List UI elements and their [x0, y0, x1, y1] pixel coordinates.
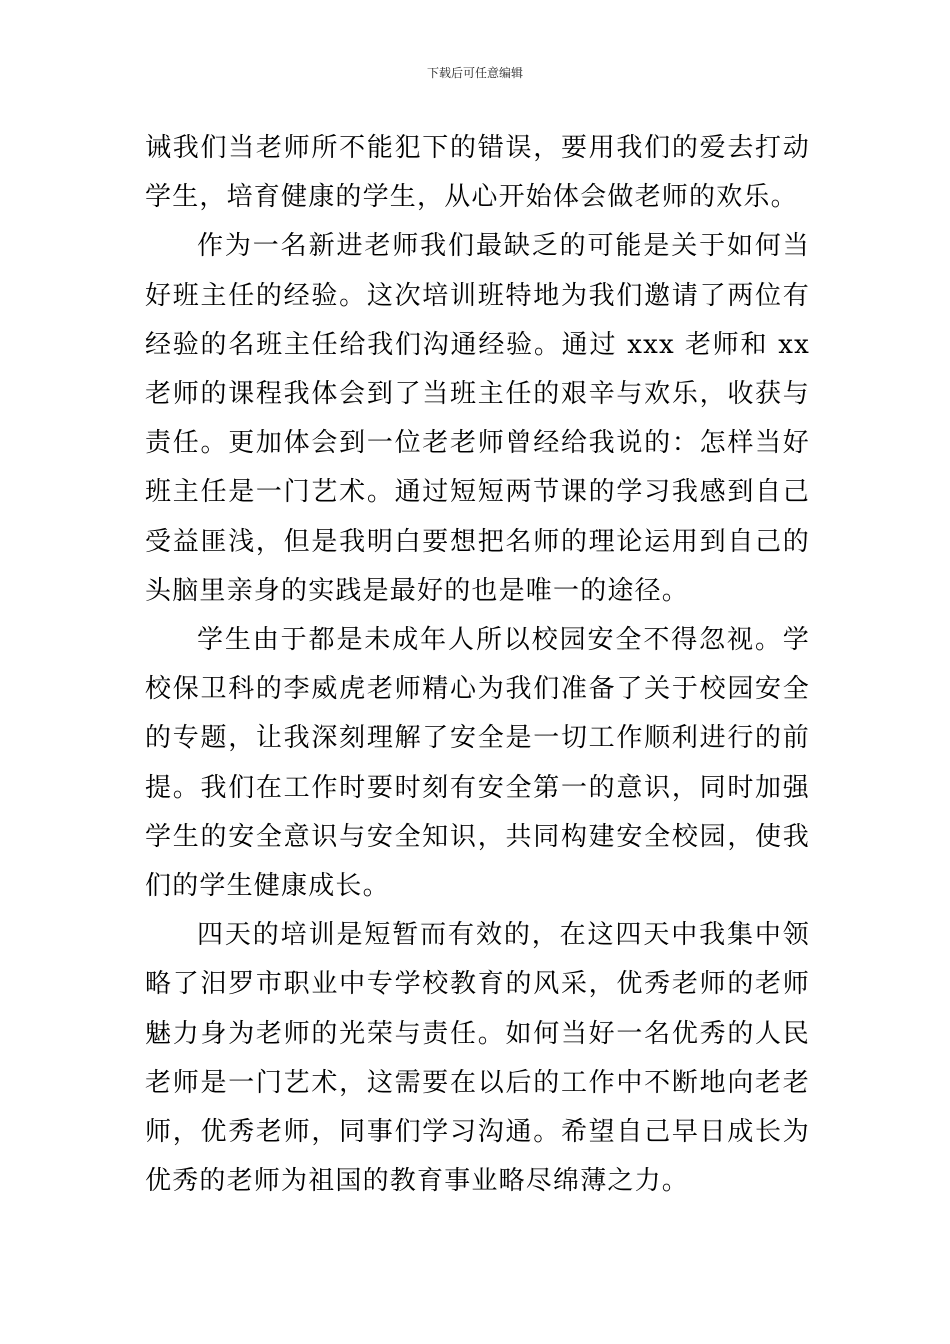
body-text [145, 124, 810, 1206]
paragraph: 诫我们当老师所不能犯下的错误，要用我们的爱去打动学生，培育健康的学生，从心开始体会做老师的欢乐。 [145, 133, 810, 213]
paragraph: 学生由于都是未成年人所以校园安全不得忽视。学校保卫科的李威虎老师精心为我们准备了关于校园安全的专题，让我深刻理解了安全是一切工作顺利进行的前提。我们在工作时要时刻有安全第一的意识，同时加强学生的安全意识与安全知识，共同构建安全校园，使我们的学生健康成长。 [145, 625, 810, 902]
paragraph: 四天的培训是短暂而有效的，在这四天中我集中领略了汨罗市职业中专学校教育的风采，优秀老师的老师魅力身为老师的光荣与责任。如何当好一名优秀的人民老师是一门艺术，这需要在以后的工作中不断地向老老师，优秀老师，同事们学习沟通。希望自己早日成长为优秀的老师为祖国的教育事业略尽绵薄之力。 [145, 920, 810, 1197]
header-note: 下载后可任意编辑 [426, 66, 523, 80]
paragraph: 作为一名新进老师我们最缺乏的可能是关于如何当好班主任的经验。这次培训班特地为我们邀请了两位有经验的名班主任给我们沟通经验。通过 xxx 老师和 xx 老师的课程我体会到了当班主任的艰辛与欢乐，收获与责任。更加体会到一位老老师曾经给我说的：怎样当好班主任是一门艺术。通过短短两节课的学习我感到自己受益匪浅，但是我明白要想把名师的理论运用到自己的头脑里亲身的实践是最好的也是唯一的途径。 [145, 231, 810, 606]
